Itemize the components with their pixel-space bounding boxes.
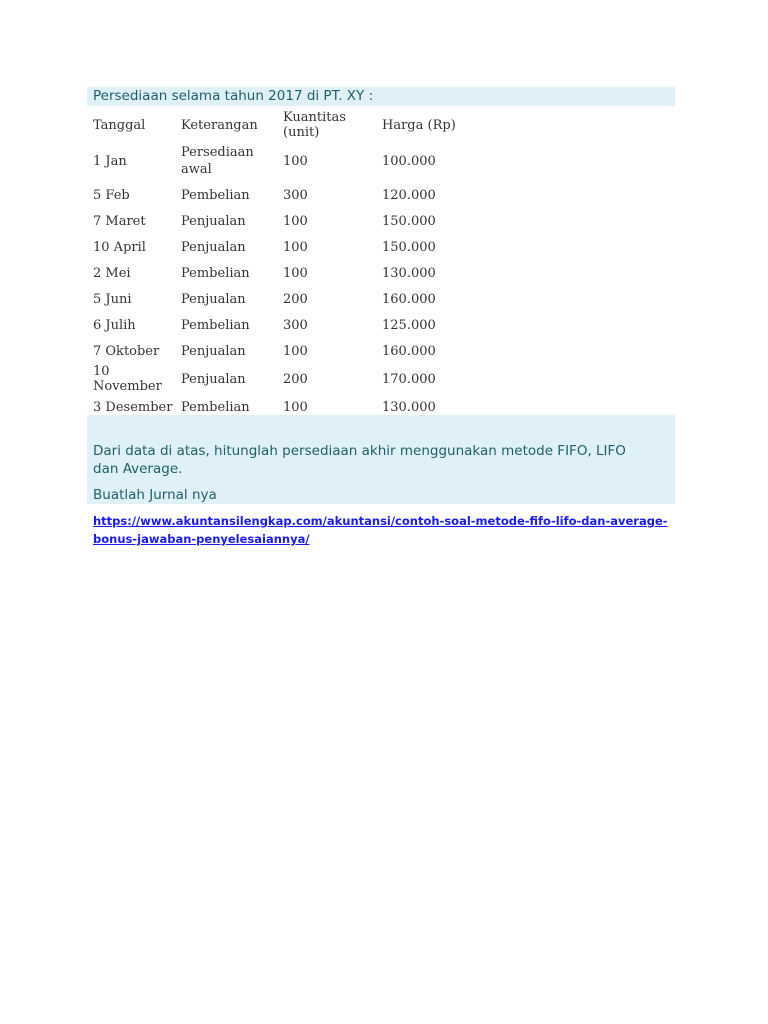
cell-tanggal: 7 Oktober — [93, 343, 160, 359]
table-row — [93, 182, 492, 208]
cell-keterangan: Pembelian — [181, 187, 250, 203]
table-row — [93, 286, 492, 312]
cell-kuantitas: 200 — [283, 371, 308, 387]
cell-kuantitas: 100 — [283, 153, 308, 169]
cell-kuantitas: 100 — [283, 213, 308, 229]
inventory-table — [93, 110, 492, 420]
cell-tanggal: 3 Desember — [93, 399, 173, 415]
table-row — [93, 364, 492, 394]
cell-kuantitas: 200 — [283, 291, 308, 307]
cell-kuantitas: 100 — [283, 265, 308, 281]
cell-tanggal: 5 Feb — [93, 187, 130, 203]
table-row — [93, 140, 492, 182]
header-harga: Harga (Rp) — [382, 117, 456, 133]
table-row — [93, 338, 492, 364]
header-tanggal: Tanggal — [93, 117, 146, 133]
cell-tanggal: 7 Maret — [93, 213, 146, 229]
cell-harga: 170.000 — [382, 371, 436, 387]
header-keterangan: Keterangan — [181, 117, 258, 133]
cell-keterangan: Penjualan — [181, 371, 246, 387]
instruction-band — [87, 415, 675, 504]
cell-harga: 130.000 — [382, 399, 436, 415]
cell-keterangan-text: Persediaan awal — [181, 145, 254, 177]
table-header-row — [93, 110, 492, 140]
table-row — [93, 208, 492, 234]
cell-kuantitas: 300 — [283, 317, 308, 333]
cell-keterangan: Pembelian — [181, 399, 250, 415]
cell-keterangan: Penjualan — [181, 291, 246, 307]
cell-harga: 120.000 — [382, 187, 436, 203]
cell-tanggal: 6 Julih — [93, 317, 136, 333]
table-row — [93, 234, 492, 260]
cell-keterangan: Penjualan — [181, 239, 246, 255]
heading: Persediaan selama tahun 2017 di PT. XY : — [93, 88, 374, 104]
cell-tanggal: 2 Mei — [93, 265, 131, 281]
cell-harga: 130.000 — [382, 265, 436, 281]
cell-kuantitas: 100 — [283, 399, 308, 415]
cell-keterangan: Pembelian — [181, 265, 250, 281]
cell-keterangan: Penjualan — [181, 213, 246, 229]
cell-keterangan — [181, 140, 283, 182]
cell-harga: 150.000 — [382, 213, 436, 229]
heading-band — [87, 87, 675, 106]
cell-kuantitas: 100 — [283, 239, 308, 255]
cell-harga: 160.000 — [382, 343, 436, 359]
cell-tanggal: 1 Jan — [93, 153, 127, 169]
source-link[interactable]: https://www.akuntansilengkap.com/akuntansi/contoh-soal-metode-fifo-lifo-dan-average-bonus-jawaban-penyelesaiannya/ — [93, 514, 668, 546]
cell-tanggal: 10 November — [93, 364, 162, 394]
cell-keterangan: Penjualan — [181, 343, 246, 359]
cell-harga: 100.000 — [382, 153, 436, 169]
cell-harga: 125.000 — [382, 317, 436, 333]
cell-harga: 160.000 — [382, 291, 436, 307]
header-kuantitas: Kuantitas (unit) — [283, 110, 346, 140]
table-row — [93, 260, 492, 286]
instruction-text: Dari data di atas, hitunglah persediaan akhir menggunakan metode FIFO, LIFO dan Average. — [93, 443, 626, 477]
cell-keterangan: Pembelian — [181, 317, 250, 333]
cell-kuantitas: 100 — [283, 343, 308, 359]
instruction-journal: Buatlah Jurnal nya — [93, 487, 217, 503]
cell-harga: 150.000 — [382, 239, 436, 255]
cell-kuantitas: 300 — [283, 187, 308, 203]
table-row — [93, 312, 492, 338]
cell-tanggal: 10 April — [93, 239, 146, 255]
cell-tanggal: 5 Juni — [93, 291, 132, 307]
